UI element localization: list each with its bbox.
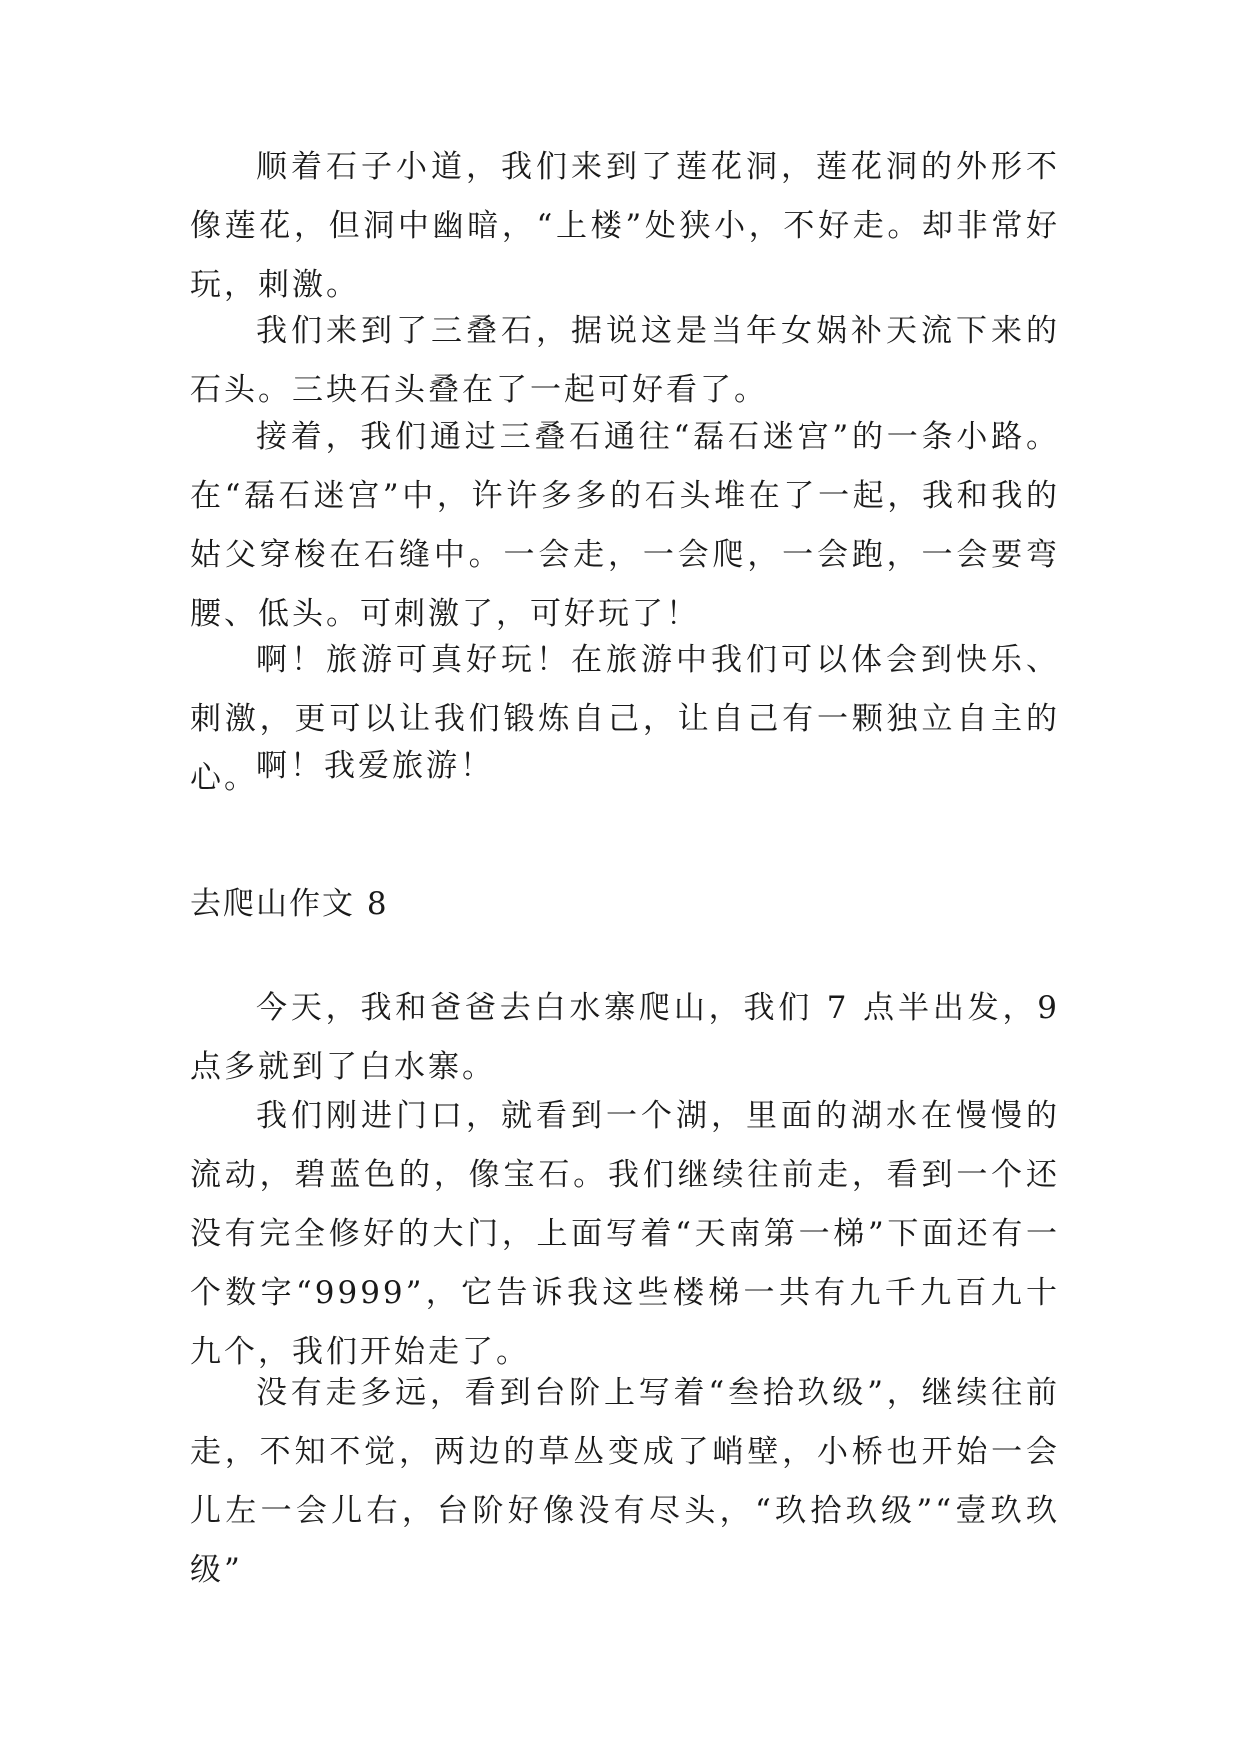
paragraph-three-stones: 我们来到了三叠石，据说这是当年女娲补天流下来的石头。三块石头叠在了一起可好看了。 bbox=[190, 313, 1060, 408]
paragraph-baishuizhai-trip: 今天，我和爸爸去白水寨爬山，我们 7 点半出发，9 点多就到了白水寨。 bbox=[190, 990, 1060, 1085]
paragraph-stone-maze: 接着，我们通过三叠石通往“磊石迷宫”的一条小路。在“磊石迷宫”中，许许多多的石头堆在了一起，我和我的姑父穿梭在石缝中。一会走，一会爬，一会跑，一会要弯腰、低头。可刺激了，可好玩了！ bbox=[190, 419, 1060, 632]
section-title: 去爬山作文 8 bbox=[190, 886, 389, 922]
paragraph-travel-fun: 啊！旅游可真好玩！在旅游中我们可以体会到快乐、刺激，更可以让我们锻炼自己，让自己有一颗独立自主的心。 bbox=[190, 642, 1060, 796]
paragraph-steps: 没有走多远，看到台阶上写着“叁拾玖级”，继续往前走，不知不觉，两边的草丛变成了峭壁，小桥也开始一会儿左一会儿右，台阶好像没有尽头，“玖拾玖级”“壹玖玖级” bbox=[190, 1375, 1060, 1588]
paragraph-lake-and-gate: 我们刚进门口，就看到一个湖，里面的湖水在慢慢的流动，碧蓝色的，像宝石。我们继续往前走，看到一个还没有完全修好的大门，上面写着“天南第一梯”下面还有一个数字“9999”，它告诉我这些楼梯一共有九千九百九十九个，我们开始走了。 bbox=[190, 1098, 1060, 1370]
paragraph-love-travel: 啊！我爱旅游！ bbox=[256, 748, 494, 784]
paragraph-lotus-cave: 顺着石子小道，我们来到了莲花洞，莲花洞的外形不像莲花，但洞中幽暗，“上楼”处狭小，不好走。却非常好玩，刺激。 bbox=[190, 149, 1060, 303]
